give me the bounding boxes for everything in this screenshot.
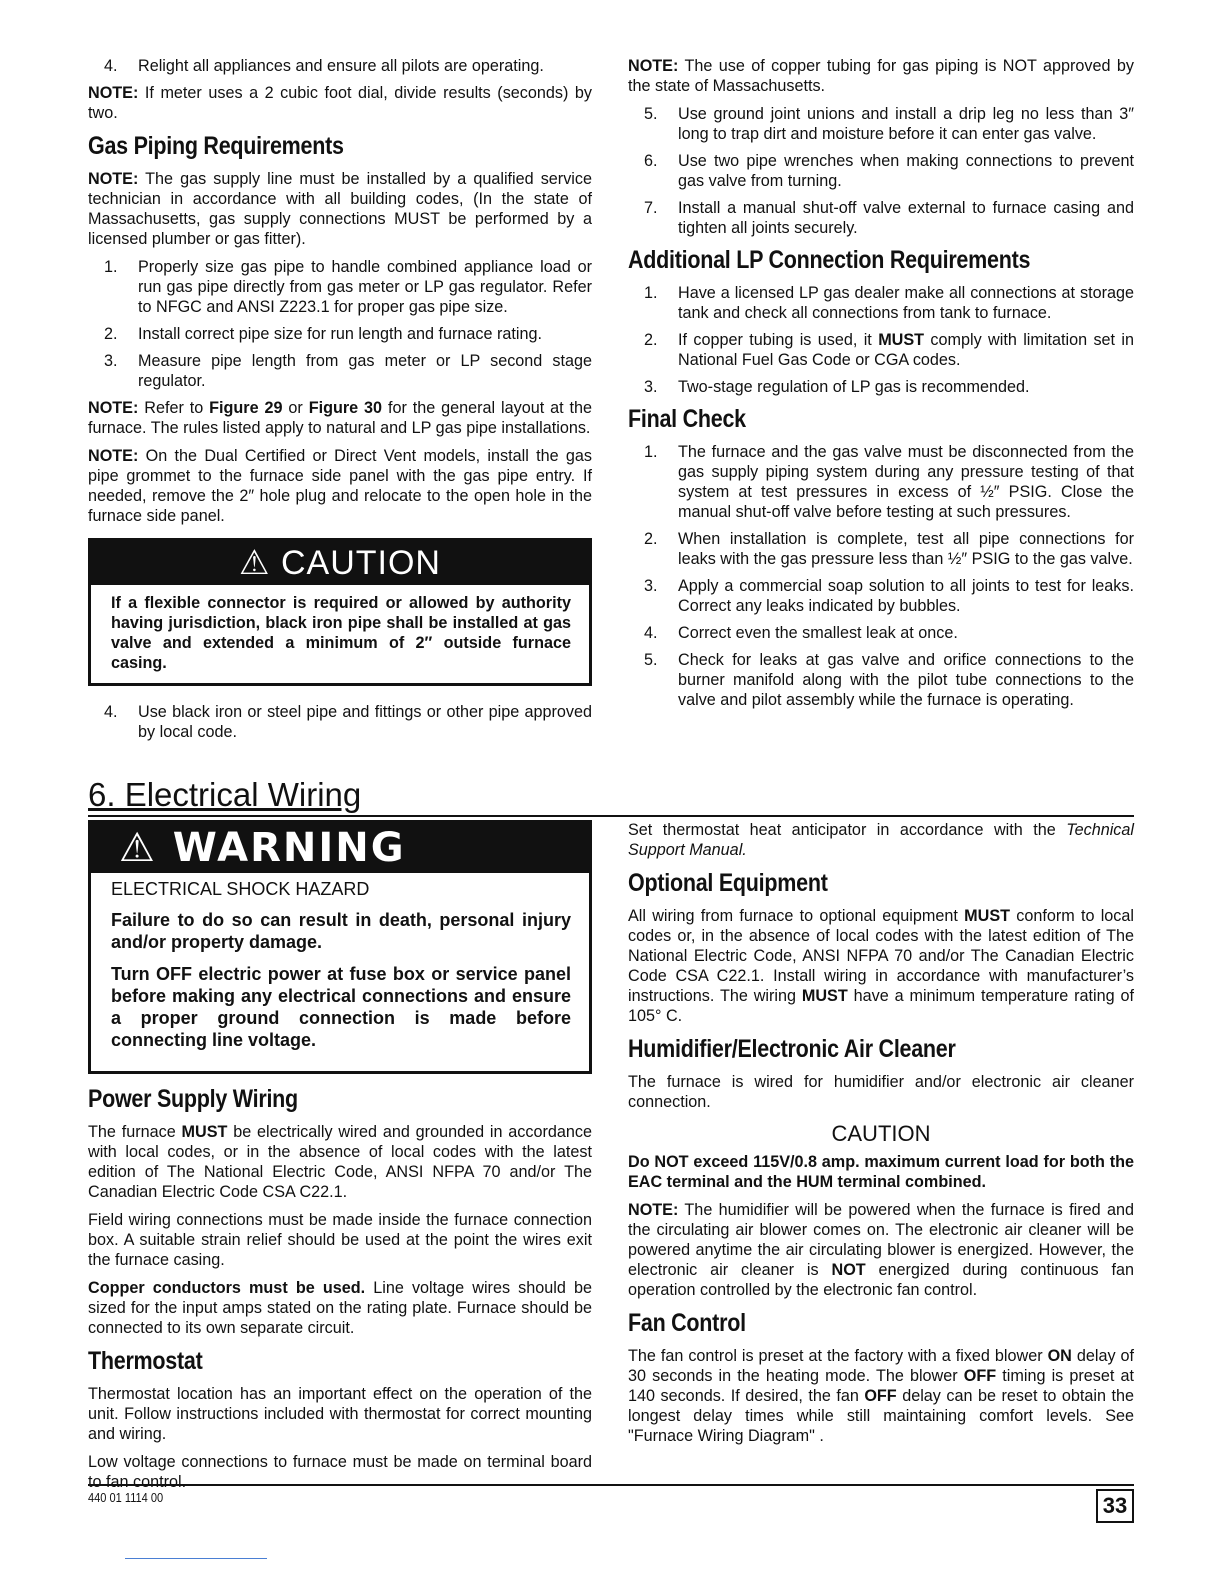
gas-piping-steps [88,257,592,391]
section-title [88,775,1134,817]
figure-29-link[interactable]: Figure 29 [209,399,283,417]
step-text: Install a manual shut-off valve external to furnace casing and tighten all joints securely. [678,199,1134,237]
list-item [88,324,592,344]
caution-title: CAUTION [831,1121,931,1146]
note-text: for the general layout at the furnace. The rules listed apply to natural and LP gas pipe installations. [88,399,592,437]
thermostat-paragraph: Thermostat location has an important effect on the operation of the unit. Follow instructions included with thermostat for correct mounting and wiring. [88,1385,592,1443]
step-number: 7. [644,199,658,217]
caution-title: ⚠ CAUTION [91,541,589,585]
humidifier-note [628,1200,1134,1300]
decorative-line [125,1558,267,1559]
step-number: 3. [644,577,658,595]
emphasis-text: MUST [801,987,848,1005]
list-item [628,283,1134,323]
warning-title: ⚠ WARNING [91,823,589,873]
note-text: The humidifier will be powered when the furnace is fired and the circulating air blower comes on. The electronic air cleaner will be powered anytime the air circulating blower is energized. However, the electronic air cleaner is [628,1201,1134,1279]
warning-box [88,820,592,1074]
caution-text: If a flexible connector is required or allowed by authority having jurisdiction, black iron pipe shall be installed at gas valve and extended a minimum of 2″ outside furnace casing. [111,594,571,672]
step-number: 5. [644,651,658,669]
lp-connection-heading: Additional LP Connection Requirements [628,246,1031,274]
step-number: 5. [644,105,658,123]
page-number: 33 [1096,1489,1134,1523]
step-number: 1. [644,284,658,302]
document-code: 440 01 1114 00 [88,1490,164,1505]
list-item [628,198,1134,238]
step-number: 1. [104,258,118,276]
relight-step [88,56,592,76]
list-item [628,104,1134,144]
list-item [628,442,1134,522]
step-number: 2. [644,530,658,548]
emphasis-text: ON [1047,1347,1072,1365]
note-label: NOTE: [628,57,679,75]
paragraph-text: Line voltage wires should be sized for the input amps stated on the rating plate. Furnace should be connected to its own separate circuit. [88,1279,592,1337]
note-text: Refer to [144,399,204,417]
step-text: Use black iron or steel pipe and fittings or other pipe approved by local code. [138,703,592,741]
step-text: Use ground joint unions and install a drip leg no less than 3″ long to trap dirt and moisture before it can enter gas valve. [678,105,1134,143]
note-label: NOTE: [628,1201,679,1219]
note-text: The use of copper tubing for gas piping is NOT approved by the state of Massachusetts. [628,57,1134,95]
footer-divider [88,1484,1134,1486]
power-paragraph [88,1278,592,1338]
paragraph-text: All wiring from furnace to optional equipment [628,907,958,925]
final-check-steps [628,442,1134,710]
note-label: NOTE: [88,84,139,102]
power-supply-heading: Power Supply Wiring [88,1085,298,1113]
final-check-heading: Final Check [628,405,746,433]
step-number: 6. [644,152,658,170]
note-text: On the Dual Certified or Direct Vent models, install the gas pipe grommet to the furnace side panel with the gas pipe entry. If needed, remove the 2″ hole plug and relocate to the open hole in the furnace side panel. [88,447,592,525]
optional-paragraph [628,906,1134,1026]
list-item [88,56,592,76]
paragraph-text: have a minimum temperature rating of 105° C. [628,987,1134,1025]
list-item [628,151,1134,191]
step-text: Measure pipe length from gas meter or LP second stage regulator. [138,352,592,390]
step-text: Install correct pipe size for run length and furnace rating. [138,325,543,343]
black-iron-step [88,702,592,742]
manual-reference: Technical Support Manual. [628,821,1134,859]
top-right-column [628,56,1134,717]
caution-box [88,538,592,686]
gas-piping-heading: Gas Piping Requirements [88,132,344,160]
list-item [628,330,1134,370]
emphasis-text: MUST [964,907,1010,925]
emphasis-text: OFF [963,1367,997,1385]
note-label: NOTE: [88,399,139,417]
anticipator-paragraph [628,820,1134,860]
step-number: 4. [104,703,118,721]
paragraph-text: timing is preset at 140 seconds. If desired, the fan [628,1367,1134,1405]
gas-piping-steps-continued [628,104,1134,238]
list-item [88,351,592,391]
step-number: 4. [104,57,118,75]
step-number: 2. [644,331,658,349]
paragraph-text: be electrically wired and grounded in accordance with local codes, or in the absence of local codes with the latest edition of The National Electric Code, ANSI NFPA 70 and/or The Canadian Electric Code CSA C22.1. [88,1123,592,1201]
list-item [628,529,1134,569]
step-number: 3. [104,352,118,370]
lp-steps [628,283,1134,397]
emphasis-text: OFF [864,1387,897,1405]
fan-control-heading: Fan Control [628,1309,746,1337]
warning-text: Turn OFF electric power at fuse box or service panel before making any electrical connections and ensure a proper ground connection is made before connecting line voltage. [111,964,571,1050]
emphasis-text: NOT [831,1261,866,1279]
emphasis-text: Copper conductors must be used. [88,1279,366,1297]
step-text: When installation is complete, test all pipe connections for leaks with the gas pressure less than ½″ PSIG to the gas valve. [678,530,1134,568]
emphasis-text: MUST [878,331,925,349]
note-text: or [288,399,303,417]
note-text: If meter uses a 2 cubic foot dial, divide results (seconds) by two. [88,84,593,122]
paragraph-text: The furnace [88,1123,176,1141]
step-text: Properly size gas pipe to handle combined appliance load or run gas pipe directly from gas meter or LP gas regulator. Refer to NFGC and ANSI Z223.1 for proper gas pipe size. [138,258,592,316]
optional-equipment-heading: Optional Equipment [628,869,828,897]
hazard-label: ELECTRICAL SHOCK HAZARD [111,879,370,899]
humidifier-paragraph: The furnace is wired for humidifier and/or electronic air cleaner connection. [628,1073,1134,1111]
step-text: Apply a commercial soap solution to all joints to test for leaks. Correct any leaks indicated by bubbles. [678,577,1134,615]
note-text: energized during continuous fan operation controlled by the electronic fan control. [628,1261,1135,1299]
step-text: Check for leaks at gas valve and orifice connections to the burner manifold along with the pilot tube connections to the valve and pilot assembly while the furnace is operating. [678,651,1134,709]
step-text: Correct even the smallest leak at once. [678,624,958,642]
copper-note [628,56,1134,96]
step-number: 4. [644,624,658,642]
thermostat-paragraph: Low voltage connections to furnace must be made on terminal board to fan control. [88,1453,592,1491]
list-item [628,623,1134,643]
note-label: NOTE: [88,447,139,465]
warning-body [91,873,589,1071]
step-text: If copper tubing is used, it [678,331,872,349]
bottom-left-column [88,820,592,1500]
step-text: Have a licensed LP gas dealer make all connections at storage tank and check all connections from tank to furnace. [678,284,1134,322]
paragraph-text: conform to local codes or, in the absence of local codes with the latest edition of The National Electric Code, ANSI NFPA 70 and/or The Canadian Electric Code CSA C22.1. Install wiring in accordance with manufacturer’s instructions. The wiring [628,907,1135,1005]
meter-note [88,83,592,123]
note-label: NOTE: [88,170,139,188]
step-text: The furnace and the gas valve must be disconnected from the gas supply piping system during any pressure testing of that system at test pressures in excess of ½″ PSIG. Close the manual shut-off valve before testing at such pressures. [678,443,1134,521]
step-text: Relight all appliances and ensure all pilots are operating. [138,57,544,75]
note-text: The gas supply line must be installed by a qualified service technician in accordance with all building codes, (In the state of Massachusetts, gas supply connections MUST be performed by a licensed plumber or gas fitter). [88,170,592,248]
step-number: 3. [644,378,658,396]
caution-text: Do NOT exceed 115V/0.8 amp. maximum current load for both the EAC terminal and the HUM terminal combined. [628,1153,1134,1191]
paragraph-text: Set thermostat heat anticipator in accordance with the [628,821,1056,839]
power-paragraph: Field wiring connections must be made inside the furnace connection box. A suitable strain relief should be used at the point the wires exit the furnace casing. [88,1211,592,1269]
warning-text: Failure to do so can result in death, personal injury and/or property damage. [111,910,571,952]
list-item [88,257,592,317]
step-number: 2. [104,325,118,343]
paragraph-text: delay can be reset to obtain the longest delay times while still maintaining comfort levels. See "Furnace Wiring Diagram" . [628,1387,1135,1445]
paragraph-text: delay of 30 seconds in the heating mode. The blower [628,1347,1135,1385]
step-text: Two-stage regulation of LP gas is recommended. [678,378,1030,396]
step-number: 1. [644,443,658,461]
gas-note [88,169,592,249]
emphasis-text: MUST [181,1123,228,1141]
list-item [628,576,1134,616]
list-item [628,650,1134,710]
figure-30-link[interactable]: Figure 30 [308,399,383,417]
power-paragraph [88,1122,592,1202]
top-left-column [88,56,592,749]
figure-note [88,398,592,438]
grommet-note [88,446,592,526]
step-text: comply with limitation set in National Fuel Gas Code or CGA codes. [678,331,1135,369]
step-text: Use two pipe wrenches when making connections to prevent gas valve from turning. [678,152,1134,190]
paragraph-text: The fan control is preset at the factory with a fixed blower [628,1347,1043,1365]
fan-paragraph [628,1346,1134,1446]
thermostat-heading: Thermostat [88,1347,203,1375]
list-item [628,377,1134,397]
section-title-text: 6. Electrical Wiring [88,776,362,813]
bottom-right-column [628,820,1134,1454]
humidifier-heading: Humidifier/Electronic Air Cleaner [628,1035,956,1063]
list-item [88,702,592,742]
